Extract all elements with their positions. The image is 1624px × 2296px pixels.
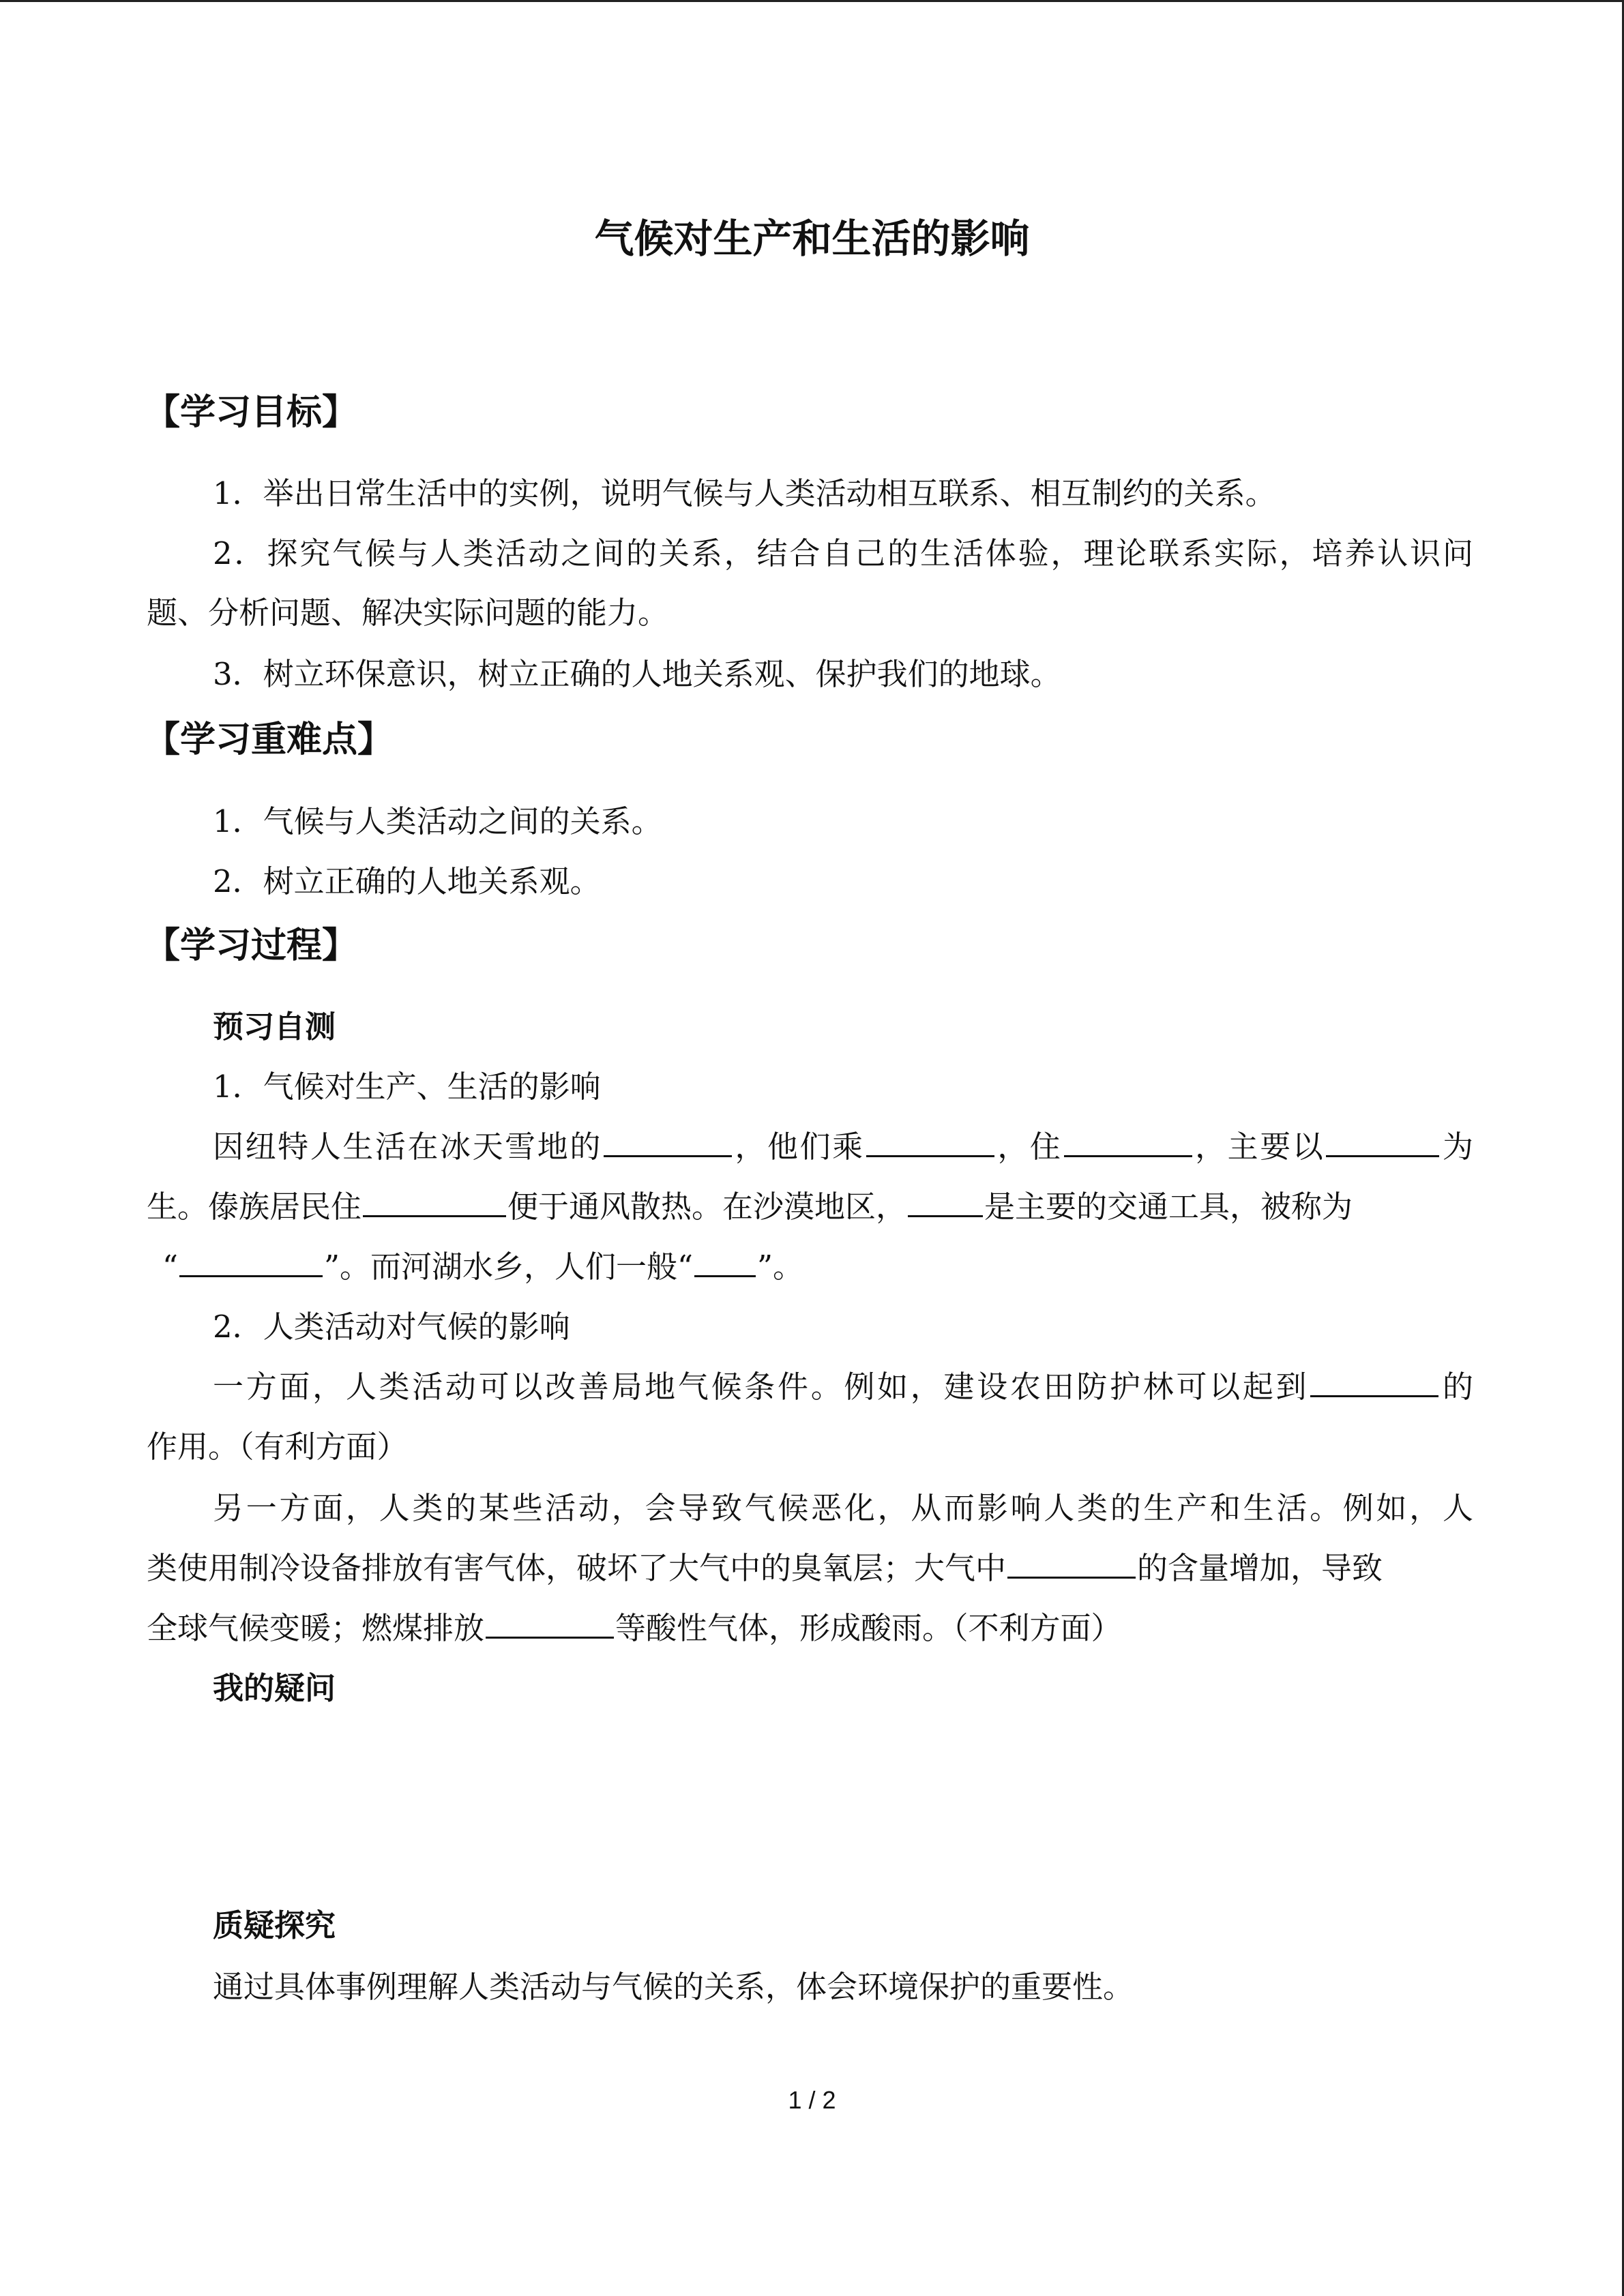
paragraph-3-line-3 — [147, 1607, 1122, 1650]
heading-objectives: 【学习目标】 — [145, 392, 358, 433]
text-segment: 是主要的交通工具，被称为 — [984, 1189, 1353, 1225]
text-segment: 全球气候变暖；燃煤排放 — [147, 1610, 485, 1646]
text-segment: 因纽特人生活在冰天雪地的 — [213, 1129, 602, 1165]
text-segment: 的含量增加，导致 — [1137, 1550, 1383, 1586]
inquiry-heading: 质疑探究 — [213, 1907, 336, 1943]
objective-item-1: 1．举出日常生活中的实例，说明气候与人类活动相互联系、相互制约的关系。 — [213, 475, 1276, 511]
questions-heading: 我的疑问 — [213, 1670, 336, 1706]
paragraph-1-line-2 — [147, 1185, 1353, 1229]
paragraph-3-line-1: 另一方面，人类的某些活动，会导致气候恶化，从而影响人类的生产和生活。例如，人 — [213, 1490, 1473, 1526]
paragraph-2-line-2: 作用。（有利方面） — [147, 1429, 408, 1465]
fill-blank[interactable] — [179, 1245, 323, 1277]
fill-blank[interactable] — [363, 1185, 506, 1217]
fill-blank[interactable] — [486, 1607, 614, 1639]
heading-process: 【学习过程】 — [145, 925, 358, 966]
text-segment: ，住 — [995, 1129, 1063, 1165]
text-segment: ，主要以 — [1193, 1129, 1325, 1165]
objective-item-2-line-2: 题、分析问题、解决实际问题的能力。 — [147, 595, 669, 631]
objective-item-3: 3．树立环保意识，树立正确的人地关系观、保护我们的地球。 — [213, 656, 1061, 692]
key-point-item-2: 2．树立正确的人地关系观。 — [213, 863, 601, 899]
page-title: 气候对生产和生活的影响 — [594, 215, 1030, 262]
text-segment: 一方面，人类活动可以改善局地气候条件。例如，建设农田防护林可以起到 — [213, 1369, 1310, 1405]
fill-blank[interactable] — [866, 1125, 994, 1157]
paragraph-3-line-2 — [147, 1547, 1383, 1590]
paragraph-1-line-3 — [162, 1245, 803, 1289]
text-segment: 便于通风散热。在沙漠地区， — [507, 1189, 907, 1225]
text-segment: 等酸性气体，形成酸雨。（不利方面） — [615, 1610, 1122, 1646]
heading-key-points: 【学习重难点】 — [145, 719, 394, 760]
inquiry-text: 通过具体事例理解人类活动与气候的关系，体会环境保护的重要性。 — [213, 1969, 1134, 2005]
text-segment: 生。傣族居民住 — [147, 1189, 362, 1225]
fill-blank[interactable] — [1310, 1365, 1438, 1397]
fill-blank[interactable] — [604, 1125, 732, 1157]
text-segment: 为 — [1441, 1129, 1473, 1165]
fill-blank[interactable] — [908, 1185, 983, 1217]
preview-heading: 预习自测 — [213, 1009, 336, 1045]
fill-blank[interactable] — [1064, 1125, 1192, 1157]
sub-title-1: 1．气候对生产、生活的影响 — [213, 1069, 601, 1105]
text-segment: ”。而河湖水乡，人们一般“ — [324, 1249, 694, 1285]
page-number: 1 / 2 — [788, 2086, 836, 2114]
text-segment: ”。 — [757, 1249, 804, 1285]
fill-blank[interactable] — [1007, 1547, 1136, 1579]
paragraph-2-line-1 — [213, 1365, 1473, 1409]
text-segment: “ — [162, 1249, 179, 1285]
paragraph-1-line-1 — [213, 1125, 1473, 1169]
text-segment: ，他们乘 — [733, 1129, 865, 1165]
objective-item-2-line-1: 2．探究气候与人类活动之间的关系，结合自己的生活体验，理论联系实际，培养认识问 — [213, 535, 1473, 571]
text-segment: 类使用制冷设备排放有害气体，破坏了大气中的臭氧层；大气中 — [147, 1550, 1007, 1586]
text-segment: 的 — [1440, 1369, 1473, 1405]
fill-blank[interactable] — [1326, 1125, 1439, 1157]
sub-title-2: 2．人类活动对气候的影响 — [213, 1309, 570, 1345]
key-point-item-1: 1．气候与人类活动之间的关系。 — [213, 803, 662, 839]
fill-blank[interactable] — [694, 1245, 756, 1277]
